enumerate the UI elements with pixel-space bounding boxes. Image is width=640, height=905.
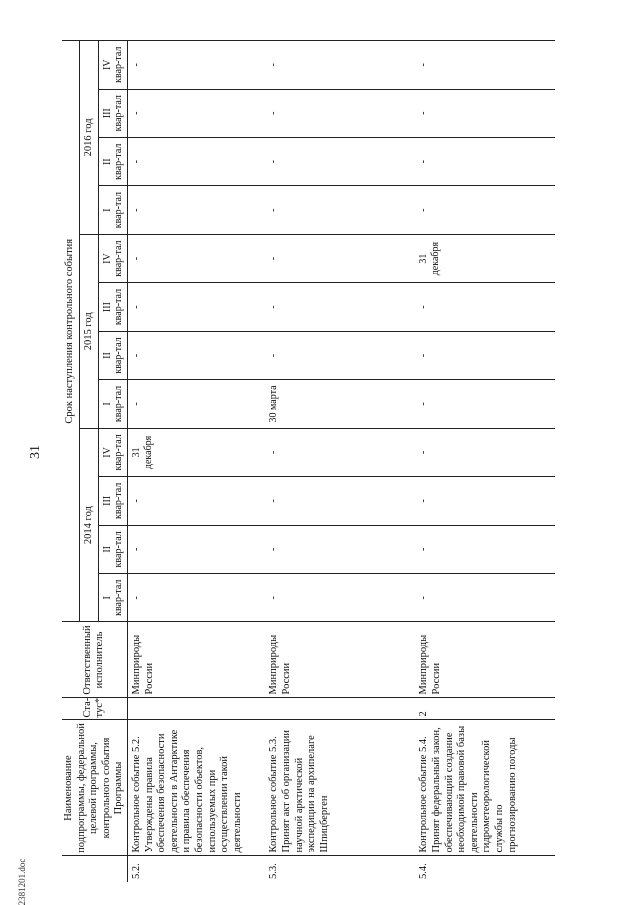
quarter-cell: 31 декабря (127, 428, 265, 476)
quarter-cell: - (127, 234, 265, 282)
event-status (265, 698, 415, 720)
year-2014-header: 2014 год (80, 428, 98, 622)
quarter-header: IV квар-тал (98, 41, 127, 90)
quarter-header: III квар-тал (98, 477, 127, 525)
event-name: Контрольное событие 5.4. Принят федеральный закон, обеспечивающий создание необходимой правовой базы деятельности гидрометеорологической службы по прогнозированию погоды (415, 720, 555, 856)
quarter-cell: - (265, 428, 415, 476)
year-2016-header: 2016 год (80, 41, 98, 235)
event-status: 2 (415, 698, 555, 720)
quarter-cell: - (415, 477, 555, 525)
quarter-cell: - (265, 186, 415, 234)
quarter-cell: - (127, 574, 265, 622)
quarter-cell: - (415, 525, 555, 573)
quarter-cell: - (265, 41, 415, 90)
quarter-cell: - (127, 137, 265, 185)
quarter-header: III квар-тал (98, 283, 127, 331)
page-number: 31 (28, 445, 43, 459)
responsible-executor: Минприроды России (127, 622, 265, 698)
quarter-cell: - (127, 380, 265, 428)
quarter-cell: - (265, 137, 415, 185)
quarter-header: I квар-тал (98, 574, 127, 622)
table-row (415, 41, 555, 883)
control-events-table-sheet (62, 40, 570, 882)
quarter-cell: - (415, 186, 555, 234)
quarter-cell: 30 марта (265, 380, 415, 428)
event-status (127, 698, 265, 720)
quarter-cell: - (127, 331, 265, 379)
control-events-table (62, 40, 555, 882)
quarter-cell: - (127, 477, 265, 525)
quarter-cell: - (265, 574, 415, 622)
quarter-header: I квар-тал (98, 186, 127, 234)
quarter-cell: - (265, 525, 415, 573)
quarter-cell: - (415, 574, 555, 622)
quarter-cell: - (415, 380, 555, 428)
quarter-header: IV квар-тал (98, 428, 127, 476)
table-body (127, 41, 555, 883)
row-number: 5.4. (415, 856, 555, 882)
quarter-cell: - (127, 89, 265, 137)
quarter-cell: - (127, 283, 265, 331)
row-number: 5.2. (127, 856, 265, 882)
num-header (62, 856, 127, 882)
quarter-cell: - (265, 234, 415, 282)
event-name: Контрольное событие 5.2. Утверждены правила обеспечения безопасности деятельности в Антарктике и правила обеспечения безопасности объектов, используемых при осуществлении такой деятельности (127, 720, 265, 856)
quarter-cell: - (265, 331, 415, 379)
quarter-cell: - (415, 41, 555, 90)
quarter-cell: - (127, 186, 265, 234)
quarter-cell: - (415, 331, 555, 379)
quarter-cell: - (265, 477, 415, 525)
status-header: Ста-тус* (62, 698, 127, 720)
event-name: Контрольное событие 5.3. Принят акт об организации научной арктической экспедиции на архипелаге Шпицберген (265, 720, 415, 856)
term-header: Срок наступления контрольного события (62, 41, 80, 623)
quarter-cell: - (415, 89, 555, 137)
document-id: 2381201.doc (17, 858, 27, 905)
quarter-header: I квар-тал (98, 380, 127, 428)
quarter-header: III квар-тал (98, 89, 127, 137)
quarter-header: II квар-тал (98, 525, 127, 573)
table-row (265, 41, 415, 883)
quarter-header: IV квар-тал (98, 234, 127, 282)
quarter-header: II квар-тал (98, 331, 127, 379)
responsible-executor: Минприроды России (415, 622, 555, 698)
responsible-executor: Минприроды России (265, 622, 415, 698)
name-header: Наименование подпрограммы, федеральной целевой программы, контрольного события Программы (62, 720, 127, 856)
responsible-header: Ответственный исполнитель (62, 622, 127, 698)
quarter-header: II квар-тал (98, 137, 127, 185)
quarter-cell: - (415, 137, 555, 185)
quarter-cell: - (415, 283, 555, 331)
quarter-cell: 31 декабря (415, 234, 555, 282)
quarter-cell: - (265, 283, 415, 331)
table-row (127, 41, 265, 883)
quarter-cell: - (127, 41, 265, 90)
quarter-cell: - (265, 89, 415, 137)
quarter-cell: - (127, 525, 265, 573)
header-row-1 (62, 41, 80, 883)
year-2015-header: 2015 год (80, 234, 98, 428)
quarter-cell: - (415, 428, 555, 476)
row-number: 5.3. (265, 856, 415, 882)
